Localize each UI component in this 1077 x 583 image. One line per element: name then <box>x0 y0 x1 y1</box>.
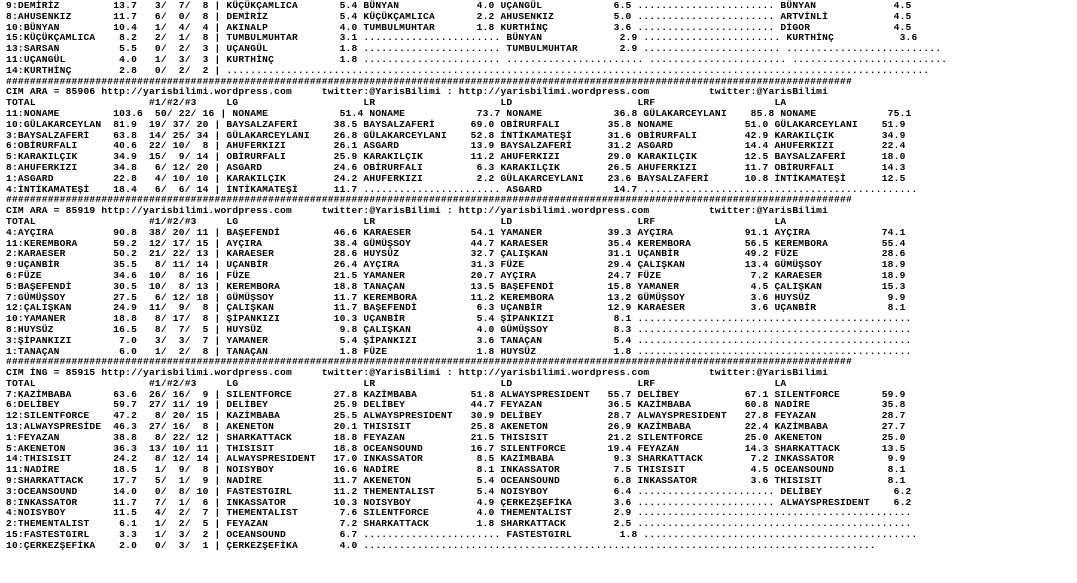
text-line: 10:YAMANER 18.8 8/ 17/ 8 | ŞİPANKIZI 10.3 UÇANBİR 5.4 ŞİPANKIZI 8.1 .............................................. <box>6 313 912 325</box>
text-line: 8:INKASSATOR 11.7 7/ 1/ 6 | INKASSATOR 10.3 NOISYBOY 4.9 ÇERKEZŞEFİKA 3.6 ....................... ALWAYSPRESIDENT 6.2 <box>6 496 912 508</box>
text-line: 11:KEREMBORA 59.2 12/ 17/ 15 | AYÇIRA 38.4 GÜMÜŞSOY 44.7 KARAESER 35.4 KEREMBORA 56.5 KEREMBORA 55.4 <box>6 237 906 249</box>
text-line: ############################################################################################################################################## <box>6 356 852 368</box>
text-line: 4:İNTİKAMATEŞİ 18.4 6/ 6/ 14 | İNTİKAMATEŞİ 11.7 ....................... ASGARD 14.7 .............................................. <box>6 183 918 195</box>
text-line: 9:UÇANBİR 35.5 8/ 11/ 14 | UÇANBİR 26.4 AYÇIRA 31.3 FÜZE 29.4 ÇALIŞKAN 13.4 GÜMÜŞSOY 18.9 <box>6 259 906 271</box>
text-line: 1:ASGARD 22.8 4/ 10/ 10 | KARAKILÇIK 24.2 AHUFERKIZI 2.2 GÜLAKARCEYLANI 23.6 BAYSALZAFERİ 10.8 İNTİKAMATEŞİ 12.5 <box>6 172 906 184</box>
text-line: 1:TANAÇAN 6.0 1/ 2/ 8 | TANAÇAN 1.8 FÜZE 1.8 HUYSÜZ 1.8 .............................................. <box>6 345 912 357</box>
text-line: 4:AYÇIRA 90.8 38/ 20/ 11 | BAŞEFENDİ 46.6 KARAESER 54.1 YAMANER 39.3 AYÇIRA 91.1 AYÇIRA 74.1 <box>6 226 906 238</box>
text-line: CIM ARA = 85906 http://yarisbilimi.wordpress.com twitter:@YarisBilimi : http://yarisbilimi.wordpress.com twitter:@YarisBilimi <box>6 86 829 98</box>
text-line: 10:BÜNYAN 10.4 1/ 4/ 4 | AKINALP 4.0 TUMBULMUHTAR 1.8 KURTHİNÇ 3.6 ....................... DİGOR 4.5 <box>6 21 912 33</box>
text-line: TOTAL #1/#2/#3 LG LR LD LRF LA <box>6 97 787 109</box>
text-line: 14:KURTHİNÇ 2.8 0/ 2/ 2 | ...................................................................................................................... <box>6 64 930 76</box>
text-line: 11:NADİRE 18.5 1/ 9/ 8 | NOISYBOY 16.6 NADİRE 8.1 INKASSATOR 7.5 THISISIT 4.5 OCEANSOUND 8.1 <box>6 464 906 476</box>
text-line: ############################################################################################################################################## <box>6 194 852 206</box>
text-line: 2:KARAESER 50.2 21/ 22/ 13 | KARAESER 28.6 HUYSÜZ 32.7 ÇALIŞKAN 31.1 UÇANBİR 49.2 FÜZE 28.6 <box>6 248 906 260</box>
text-line: 3:OCEANSOUND 14.0 0/ 8/ 10 | FASTESTGIRL 11.2 THEMENTALIST 5.4 NOISYBOY 6.4 ....................... DELİBEY 6.2 <box>6 485 912 497</box>
text-line: CIM ARA = 85919 http://yarisbilimi.wordpress.com twitter:@YarisBilimi : http://yarisbilimi.wordpress.com twitter:@YarisBilimi <box>6 205 829 217</box>
text-line: 9:SHARKATTACK 17.7 5/ 1/ 9 | NADİRE 11.7 AKENETON 5.4 OCEANSOUND 6.8 INKASSATOR 3.6 THISISIT 8.1 <box>6 475 906 487</box>
text-line: 1:FEYAZAN 38.8 8/ 22/ 12 | SHARKATTACK 18.8 FEYAZAN 21.5 THISISIT 21.2 SILENTFORCE 25.0 AKENETON 25.0 <box>6 431 906 443</box>
text-line: 10:GÜLAKARCEYLAN 81.9 19/ 37/ 20 | BAYSALZAFERİ 38.5 BAYSALZAFERİ 69.0 OBİRURFALI 35.8 NONAME 51.0 GÜLAKARCEYLANI 51.9 <box>6 118 906 130</box>
text-line: 3:ŞİPANKIZI 7.0 3/ 3/ 7 | YAMANER 5.4 ŞİPANKIZI 3.6 TANAÇAN 5.4 .............................................. <box>6 334 912 346</box>
text-line: 8:AHUFERKIZI 34.8 6/ 12/ 20 | ASGARD 24.6 OBİRURFALI 6.3 KARAKILÇIK 26.5 AHUFERKIZI 11.7 OBİRURFALI 14.3 <box>6 161 906 173</box>
text-line: 9:DEMİRİZ 13.7 3/ 7/ 8 | KÜÇÜKÇAMLICA 5.4 BÜNYAN 4.0 UÇANGÜL 6.5 ....................... BÜNYAN 4.5 <box>6 0 912 11</box>
text-line: ############################################################################################################################################## <box>6 75 852 87</box>
text-line: 8:AHUSENKIZ 11.7 6/ 0/ 8 | DEMİRİZ 5.4 KÜÇÜKÇAMLICA 2.2 AHUSENKIZ 5.0 ....................... ARTVİNLİ 4.5 <box>6 10 912 22</box>
text-line: 7:GÜMÜŞSOY 27.5 6/ 12/ 18 | GÜMÜŞSOY 11.7 KEREMBORA 11.2 KEREMBORA 13.2 GÜMÜŞSOY 3.6 HUYSÜZ 9.9 <box>6 291 906 303</box>
text-line: 10:ÇERKEZŞEFİKA 2.0 0/ 3/ 1 | ÇERKEZŞEFİKA 4.0 ...................................................................................... <box>6 539 876 551</box>
text-line: 11:UÇANGÜL 4.0 1/ 3/ 3 | KURTHİNÇ 1.8 ....................... ....................... ....................... .......................... <box>6 53 948 65</box>
text-line: 11:NONAME 103.6 50/ 22/ 16 | NONAME 51.4 NONAME 73.7 NONAME 36.8 GÜLAKARCEYLANI 85.8 NONAME 75.1 <box>6 107 912 119</box>
text-line: 6:DELİBEY 59.7 27/ 11/ 19 | DELİBEY 25.9 DELİBEY 44.7 FEYAZAN 36.5 KAZİMBABA 60.8 NADİRE 35.8 <box>6 399 906 411</box>
text-line: 12:SILENTFORCE 47.2 8/ 20/ 15 | KAZİMBABA 25.5 ALWAYSPRESIDENT 30.9 DELİBEY 28.7 ALWAYSPRESIDENT 27.8 FEYAZAN 28.7 <box>6 410 906 422</box>
text-line: 5:KARAKILÇIK 34.9 15/ 9/ 14 | OBİRURFALI 25.9 KARAKILÇIK 11.2 AHUFERKIZI 29.0 KARAKILÇIK 12.5 BAYSALZAFERİ 18.0 <box>6 151 906 163</box>
text-line: 4:NOISYBOY 11.5 4/ 2/ 7 | THEMENTALIST 7.6 SILENTFORCE 4.0 THEMENTALIST 2.9 .............................................. <box>6 507 912 519</box>
text-line: 12:ÇALIŞKAN 24.9 11/ 9/ 8 | ÇALIŞKAN 11.7 BAŞEFENDİ 6.3 UÇANBİR 12.9 KARAESER 3.6 UÇANBİR 8.1 <box>6 302 906 314</box>
text-line: TOTAL #1/#2/#3 LG LR LD LRF LA <box>6 377 787 389</box>
text-line: 14:THISISIT 24.2 8/ 12/ 14 | ALWAYSPRESIDENT 17.0 INKASSATOR 8.5 KAZİMBABA 9.3 SHARKATTACK 7.2 INKASSATOR 9.9 <box>6 453 906 465</box>
text-line: 8:HUYSÜZ 16.5 8/ 7/ 5 | HUYSÜZ 9.8 ÇALIŞKAN 4.0 GÜMÜŞSOY 8.3 .............................................. <box>6 323 912 335</box>
text-line: 6:OBİRURFALI 40.6 22/ 10/ 8 | AHUFERKIZI 26.1 ASGARD 13.9 BAYSALZAFERİ 31.2 ASGARD 14.4 AHUFERKIZI 22.4 <box>6 140 906 152</box>
text-line: 7:KAZİMBABA 63.6 26/ 16/ 9 | SILENTFORCE 27.8 KAZİMBABA 51.8 ALWAYSPRESIDENT 55.7 DELİBEY 67.1 SILENTFORCE 59.9 <box>6 388 906 400</box>
text-line: 3:BAYSALZAFERİ 63.8 14/ 25/ 34 | GÜLAKARCEYLANI 26.8 GÜLAKARCEYLANI 52.8 İNTİKAMATEŞİ 31.6 OBİRURFALI 42.9 KARAKILÇIK 34.9 <box>6 129 906 141</box>
text-line: 5:AKENETON 36.3 13/ 10/ 11 | THISISIT 18.8 OCEANSOUND 16.7 SILENTFORCE 19.4 FEYAZAN 14.3 SHARKATTACK 13.5 <box>6 442 906 454</box>
text-line: 2:THEMENTALIST 6.1 1/ 2/ 5 | FEYAZAN 7.2 SHARKATTACK 1.8 SHARKATTACK 2.5 .............................................. <box>6 518 912 530</box>
text-line: 13:SARSAN 5.5 0/ 2/ 3 | UÇANGÜL 1.8 ....................... TUMBULMUHTAR 2.9 ....................... .......................... <box>6 43 942 55</box>
text-line: 6:FÜZE 34.6 10/ 8/ 16 | FÜZE 21.5 YAMANER 20.7 AYÇIRA 24.7 FÜZE 7.2 KARAESER 18.9 <box>6 269 906 281</box>
text-line: 5:BAŞEFENDİ 30.5 10/ 8/ 13 | KEREMBORA 18.8 TANAÇAN 13.5 BAŞEFENDİ 15.8 YAMANER 4.5 ÇALIŞKAN 15.3 <box>6 280 906 292</box>
text-line: 13:ALWAYSPRESİDE 46.3 27/ 16/ 8 | AKENETON 20.1 THISISIT 25.8 AKENETON 26.9 KAZİMBABA 22.4 KAZİMBABA 27.7 <box>6 421 906 433</box>
text-line: 15:FASTESTGIRL 3.3 1/ 3/ 2 | OCEANSOUND 6.7 ....................... FASTESTGIRL 1.8 .............................................. <box>6 529 918 541</box>
text-line: 15:KÜÇÜKÇAMLICA 8.2 2/ 1/ 8 | TUMBULMUHTAR 3.1 ....................... BÜNYAN 2.9 ....................... KURTHİNÇ 3.6 <box>6 32 918 44</box>
text-line: CIM İNG = 85915 http://yarisbilimi.wordpress.com twitter:@YarisBilimi : http://yarisbilimi.wordpress.com twitter:@YarisBilimi <box>6 367 829 379</box>
text-line: TOTAL #1/#2/#3 LG LR LD LRF LA <box>6 215 787 227</box>
